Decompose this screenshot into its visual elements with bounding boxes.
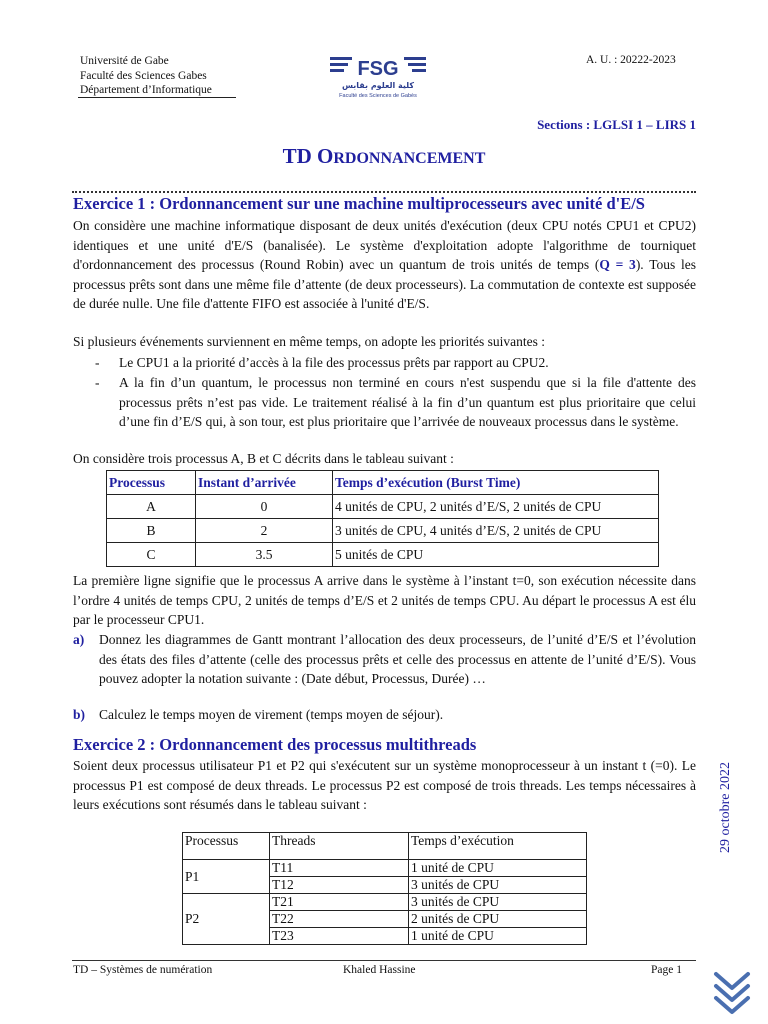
process-cell: P1: [183, 860, 270, 894]
table-row: [107, 543, 659, 567]
department-name: Département d’Informatique: [80, 84, 212, 96]
bullet-dash: -: [95, 355, 100, 370]
header-underline: [78, 97, 236, 98]
cell: 3.5: [196, 543, 333, 567]
cell: T22: [270, 911, 409, 928]
side-date: 29 octobre 2022: [718, 762, 733, 853]
cell: 3 unités de CPU, 4 unités d’E/S, 2 unités de CPU: [333, 519, 659, 543]
document-title: [0, 144, 768, 169]
footer-course: TD – Systèmes de numération: [73, 964, 213, 976]
question-b-label: b): [73, 707, 86, 722]
exercise-2-heading: Exercice 2 : Ordonnancement des processus multithreads: [73, 735, 477, 754]
threads-table: [182, 832, 587, 945]
question-a: [73, 630, 696, 689]
col-burst: Temps d’exécution (Burst Time): [333, 471, 659, 495]
cell: 5 unités de CPU: [333, 543, 659, 567]
table-row: [183, 894, 587, 911]
cell: 1 unité de CPU: [409, 860, 587, 877]
question-b-text: Calculez le temps moyen de virement (temps moyen de séjour).: [99, 707, 444, 722]
cell: T21: [270, 894, 409, 911]
title-first: TD O: [282, 144, 334, 168]
priority-bullet: [95, 353, 696, 373]
exercise-1-heading: Exercice 1 : Ordonnancement sur une machine multiprocesseurs avec unité d'E/S: [73, 194, 645, 213]
cell: 0: [196, 495, 333, 519]
ex1-intro-b: ). Tous les processus prêts sont dans une même file d’attente (de deux processeurs). La commutation de contexte est supposée de durée nulle. Une file d'attente FIFO est associée à l'unité d'E/S.: [73, 257, 696, 312]
question-a-text: Donnez les diagrammes de Gantt montrant l’allocation des deux processeurs, de l’unité d’E/S et l’évolution des états des files d’attente (celle des processus prêts et celle des processus en attente de l’unité d’E/S). Vous pouvez adopter la notation suivante : (Date début, Processus, Durée) …: [99, 632, 696, 687]
cell: 2: [196, 519, 333, 543]
dotted-separator: [72, 191, 696, 193]
academic-year: A. U. : 20222-2023: [586, 54, 676, 66]
title-rest: RDONNANCEMENT: [333, 150, 486, 167]
question-b: [73, 705, 696, 725]
process-table: [106, 470, 659, 567]
exercise-1-intro: [73, 216, 696, 314]
cell: T23: [270, 928, 409, 945]
exercise-2-intro: Soient deux processus utilisateur P1 et P2 qui s'exécutent sur un système monoprocesseur à un instant t (=0). Le processus P1 est composé de deux threads. Le processus P2 est composé de trois threads. Les temps nécessaires à leurs exécutions sont résumés dans le tableau suivant :: [73, 758, 696, 813]
table-row: [183, 860, 587, 877]
university-name: Université de Gabe: [80, 55, 169, 67]
cell: 3 unités de CPU: [409, 877, 587, 894]
bullet-text: Le CPU1 a la priorité d’accès à la file des processus prêts par rapport au CPU2.: [119, 355, 549, 370]
fsg-logo-icon: [328, 53, 428, 103]
logo-subtitle: Faculté des Sciences de Gabès: [339, 93, 417, 99]
col-exec-time: Temps d’exécution: [409, 833, 587, 860]
bullet-dash: -: [95, 375, 100, 390]
table-header-row: [183, 833, 587, 860]
table-header-row: [107, 471, 659, 495]
col-processus: Processus: [107, 471, 196, 495]
cell: 2 unités de CPU: [409, 911, 587, 928]
cell: 3 unités de CPU: [409, 894, 587, 911]
priority-bullet: [95, 373, 696, 432]
priorities-intro: Si plusieurs événements surviennent en même temps, on adopte les priorités suivantes :: [73, 334, 546, 349]
cell: 4 unités de CPU, 2 unités d’E/S, 2 unités de CPU: [333, 495, 659, 519]
bullet-text: A la fin d’un quantum, le processus non terminé en cours n'est suspendu que si la file d'attente des processus prêts n’est pas vide. Le traitement réalisé à la fin d’un quantum est plus prioritaire que celui d’une fin d’E/S qui, à son tour, est plus prioritaire que l’arrivée de nouveaux processus dans le système.: [119, 375, 696, 430]
ex1-intro-a: On considère une machine informatique disposant de deux unités d'exécution (deux CPU notés CPU1 et CPU2) identiques et une unité d'E/S (banalisée). Le système d'exploitation adopte l'algorithme de tourniquet d'ordonnancement des processus (Round Robin) avec un quantum de trois unités de temps (: [73, 218, 696, 273]
cell: A: [107, 495, 196, 519]
cell: B: [107, 519, 196, 543]
logo-arabic: كلية العلوم بقابس: [341, 81, 415, 90]
table-row: [107, 519, 659, 543]
col-arrival: Instant d’arrivée: [196, 471, 333, 495]
process-cell: P2: [183, 894, 270, 945]
table-row: [107, 495, 659, 519]
faculty-name: Faculté des Sciences Gabes: [80, 69, 207, 82]
cell: C: [107, 543, 196, 567]
footer-author: Khaled Hassine: [343, 964, 416, 976]
question-a-label: a): [73, 632, 85, 647]
chevron-down-icon[interactable]: [710, 966, 754, 1016]
cell: 1 unité de CPU: [409, 928, 587, 945]
col-threads: Threads: [270, 833, 409, 860]
col-processus: Processus: [183, 833, 270, 860]
header-institution: [80, 54, 212, 98]
quantum-value: Q = 3: [599, 257, 636, 273]
table-1-explanation: La première ligne signifie que le processus A arrive dans le système à l’instant t=0, son exécution nécessite dans l’ordre 4 unités de temps CPU, 2 unités de temps d’E/S et 2 unités de temps CPU. Au départ le processus A est élu par le processeur CPU1.: [73, 573, 696, 628]
footer-rule: [72, 960, 696, 961]
table-1-intro: On considère trois processus A, B et C décrits dans le tableau suivant :: [73, 451, 454, 466]
cell: T11: [270, 860, 409, 877]
footer-page: Page 1: [651, 964, 682, 976]
logo-text: FSG: [357, 58, 399, 80]
cell: T12: [270, 877, 409, 894]
sections-label: Sections : LGLSI 1 – LIRS 1: [537, 117, 696, 132]
